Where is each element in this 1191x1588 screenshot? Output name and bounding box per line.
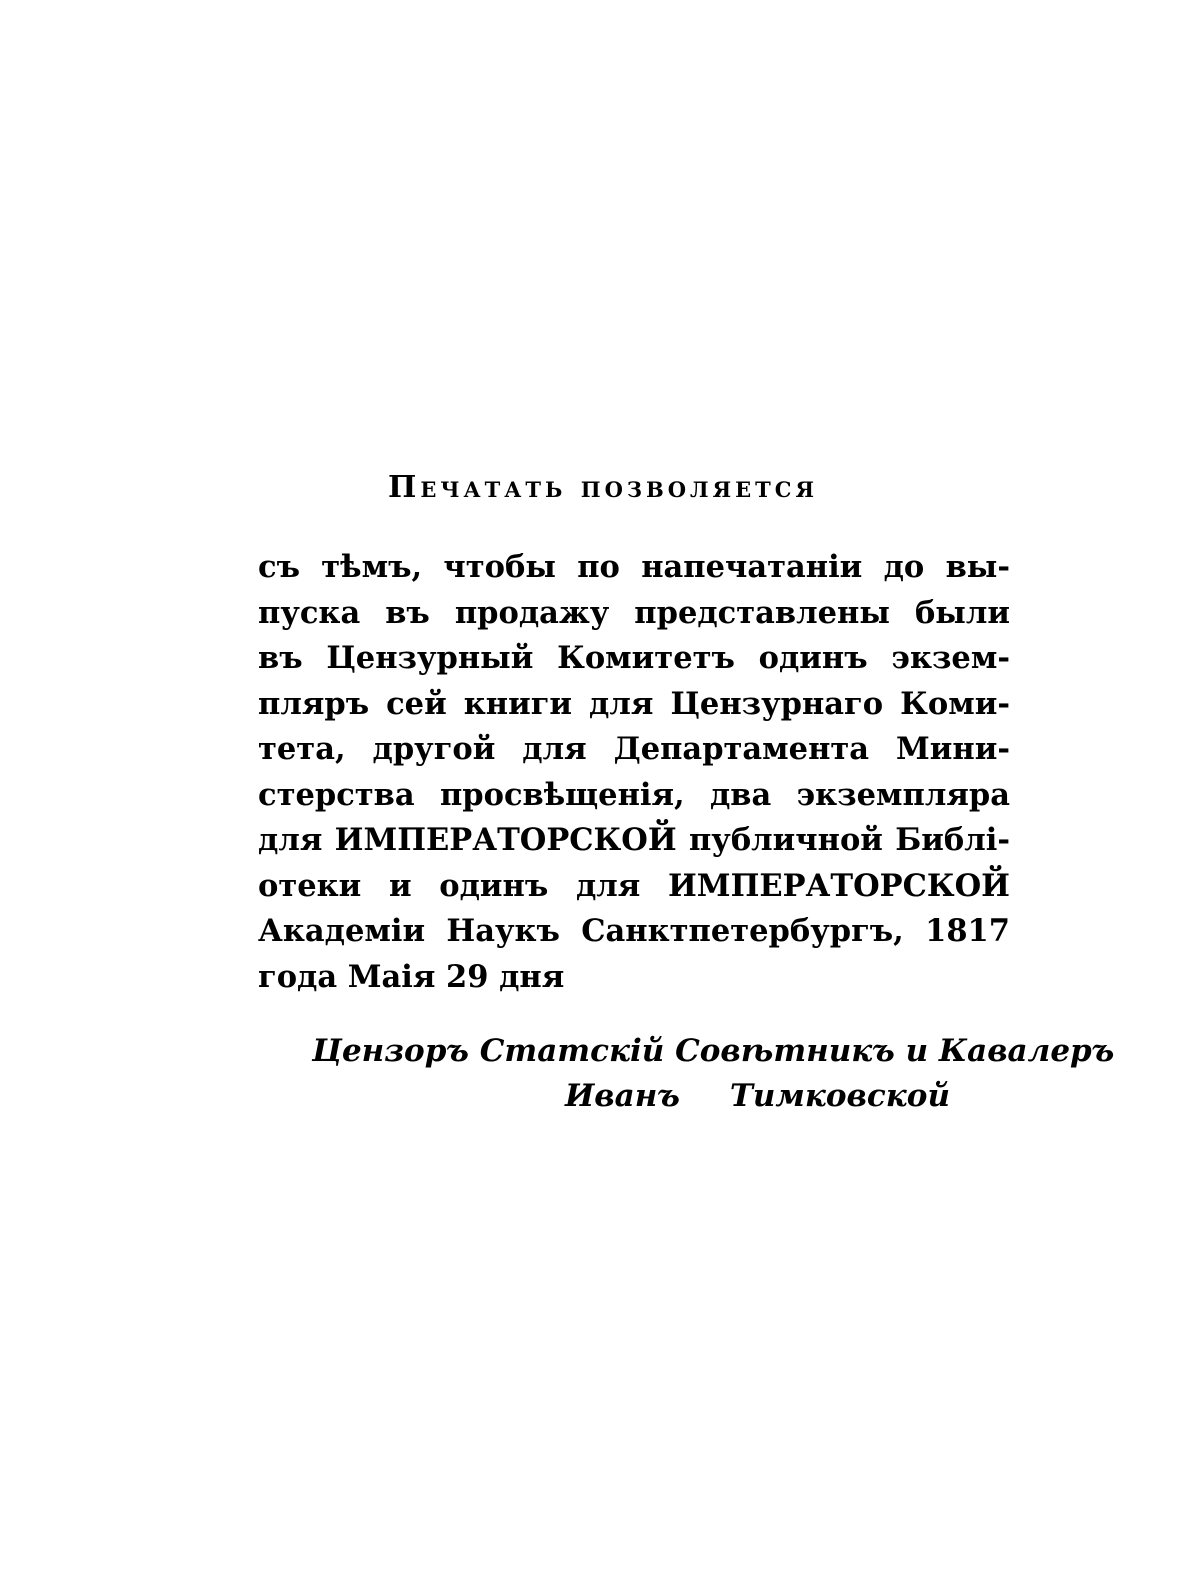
text-line: пляръ сей книги для Цензурнаго Коми- <box>258 685 1010 722</box>
censorship-text <box>258 545 1010 1000</box>
censorship-heading: Печатать позволяется <box>388 470 819 505</box>
text-line: пуска въ продажу представлены были <box>258 594 1010 631</box>
text-line: Академіи Наукъ Санктпетербургъ, 1817 <box>258 913 1010 949</box>
text-line: тета, другой для Департамента Мини- <box>258 731 1010 767</box>
text-line: въ Цензурный Комитетъ одинъ экзем- <box>258 640 1010 676</box>
text-line: съ тѣмъ, чтобы по напечатаніи до вы- <box>258 549 1010 585</box>
censor-title: Цензоръ Статскій Совѣтникъ и Кавалеръ <box>312 1033 1115 1069</box>
text-line: года Маія 29 дня <box>258 958 565 995</box>
text-line: отеки и одинъ для ИМПЕРАТОРСКОЙ <box>258 867 1010 904</box>
text-line: стерства просвѣщенія, два экземпляра <box>258 776 1010 813</box>
censor-name: Иванъ Тимковской <box>565 1078 950 1114</box>
text-line: для ИМПЕРАТОРСКОЙ публичной Библі- <box>258 822 1010 858</box>
